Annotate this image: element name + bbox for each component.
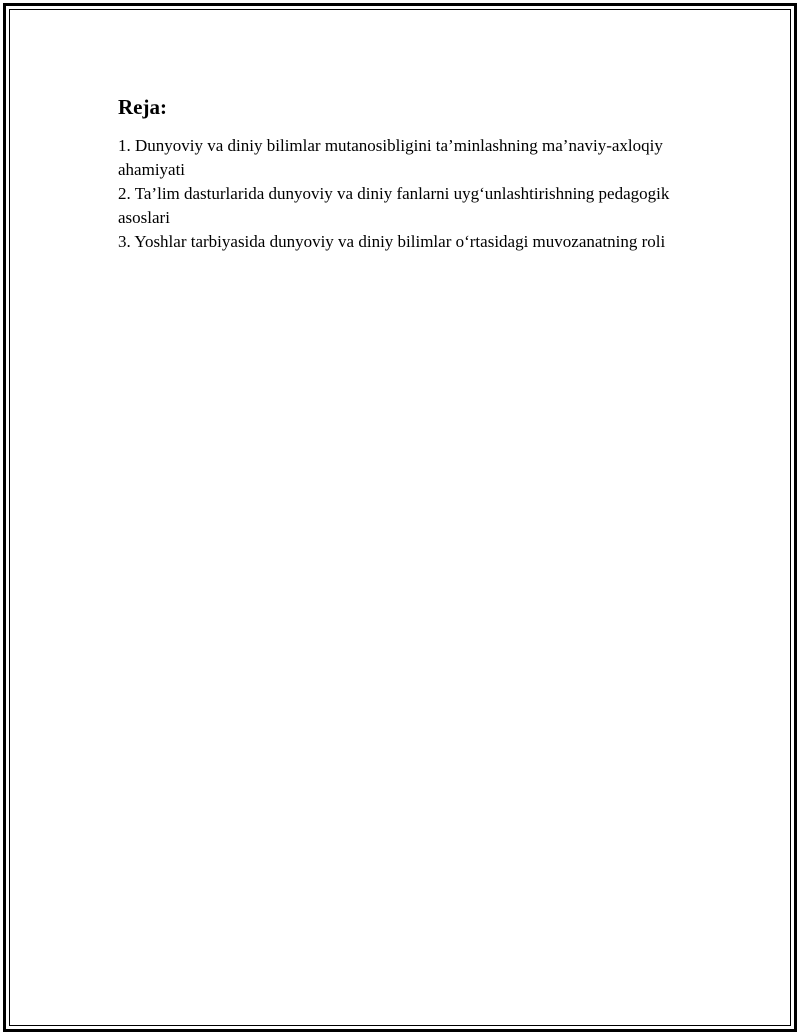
plan-item-2: 2. Ta’lim dasturlarida dunyoviy va diniy fanlarni uyg‘unlashtirishning pedagogik asoslari xyxy=(118,184,670,227)
document-content xyxy=(118,94,688,254)
plan-list xyxy=(118,134,688,254)
plan-item-3: 3. Yoshlar tarbiyasida dunyoviy va diniy bilimlar o‘rtasidagi muvozanatning roli xyxy=(118,232,666,251)
plan-heading: Reja: xyxy=(118,95,167,119)
plan-item-1: 1. Dunyoviy va diniy bilimlar mutanosibligini ta’minlashning ma’naviy-axloqiy ahamiyati xyxy=(118,136,663,179)
